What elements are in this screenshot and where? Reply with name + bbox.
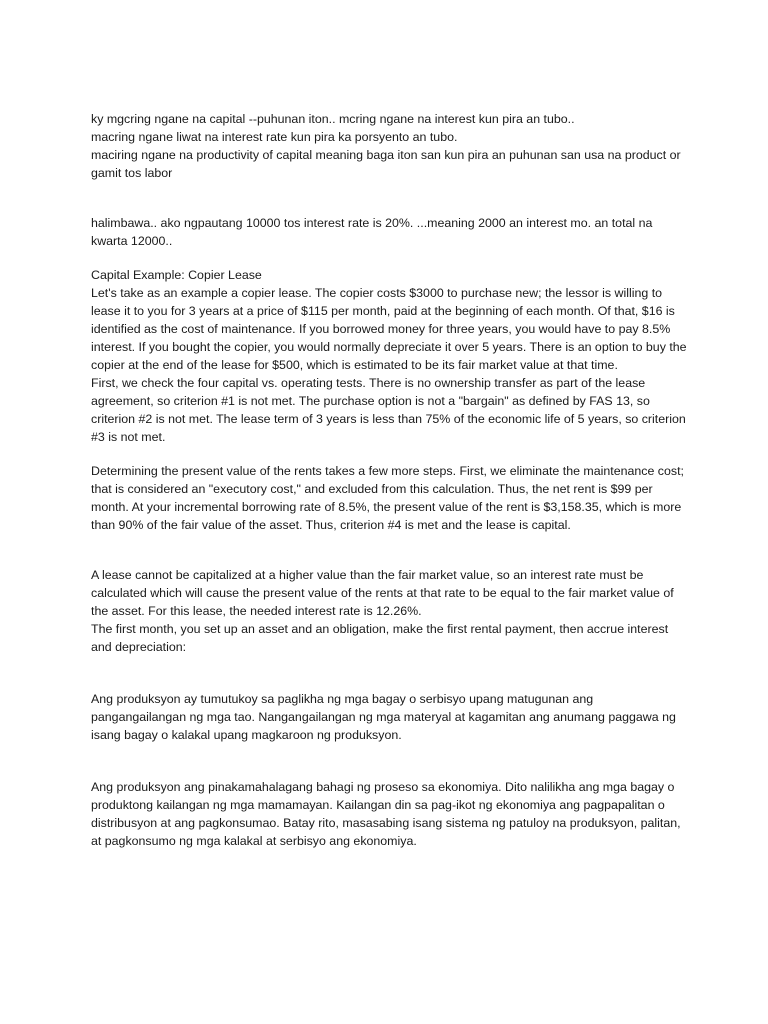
paragraph-produksyon-definition: Ang produksyon ay tumutukoy sa paglikha ng mga bagay o serbisyo upang matugunan ang pangangailangan ng mga tao. Nangangailangan ng mga materyal at kagamitan ang anumang paggawa ng isang bagay o kalakal upang magkaroon ng produksyon. (91, 692, 676, 742)
paragraph-present-value: Determining the present value of the rents takes a few more steps. First, we eliminate the maintenance cost; that is considered an "executory cost," and excluded from this calculation. Thus, the net rent is $99 per month. At your incremental borrowing rate of 8.5%, the present value of the rent is $3,158.35, which is more than 90% of the fair value of the asset. Thus, criterion #4 is met and the lease is capital. (91, 464, 684, 532)
paragraph-produksyon-ekonomiya: Ang produksyon ang pinakamahalagang bahagi ng proseso sa ekonomiya. Dito nalilikha ang mga bagay o produktong kailangan ng mga mamamayan. Kailangan din sa pag-ikot ng ekonomiya ang pagpapalitan o distribusyon at ang pagkonsumao. Batay rito, masasabing isang sistema ng patuloy na produksyon, palitan, at pagkonsumo ng mga kalakal at serbisyo ang ekonomiya. (91, 780, 681, 848)
paragraph-interest-rate: A lease cannot be capitalized at a higher value than the fair market value, so an interest rate must be calculated which will cause the present value of the rents at that rate to be equal to the fair market value of the asset. For this lease, the needed interest rate is 12.26%. The first month, you set up an asset and an obligation, make the first rental payment, then accrue interest and depreciation: (91, 568, 674, 654)
document-page (91, 110, 691, 850)
paragraph-halimbawa: halimbawa.. ako ngpautang 10000 tos interest rate is 20%. ...meaning 2000 an interest mo. an total na kwarta 12000.. (91, 216, 653, 248)
paragraph-copier-lease: Capital Example: Copier Lease Let's take as an example a copier lease. The copier costs $3000 to purchase new; the lessor is willing to lease it to you for 3 years at a price of $115 per month, paid at the beginning of each month. Of that, $16 is identified as the cost of maintenance. If you borrowed money for three years, you would have to pay 8.5% interest. If you bought the copier, you would normally depreciate it over 5 years. There is an option to buy the copier at the end of the lease for $500, which is estimated to be its fair market value at that time. First, we check the four capital vs. operating tests. There is no ownership transfer as part of the lease agreement, so criterion #1 is not met. The purchase option is not a "bargain" as defined by FAS 13, so criterion #2 is not met. The lease term of 3 years is less than 75% of the economic life of 5 years, so criterion #3 is not met. (91, 268, 687, 444)
paragraph-capital-notes: ky mgcring ngane na capital --puhunan iton.. mcring ngane na interest kun pira an tubo.. macring ngane liwat na interest rate kun pira ka porsyento an tubo. maciring ngane na productivity of capital meaning baga iton san kun pira an puhunan san usa na product or gamit tos labor (91, 112, 681, 180)
